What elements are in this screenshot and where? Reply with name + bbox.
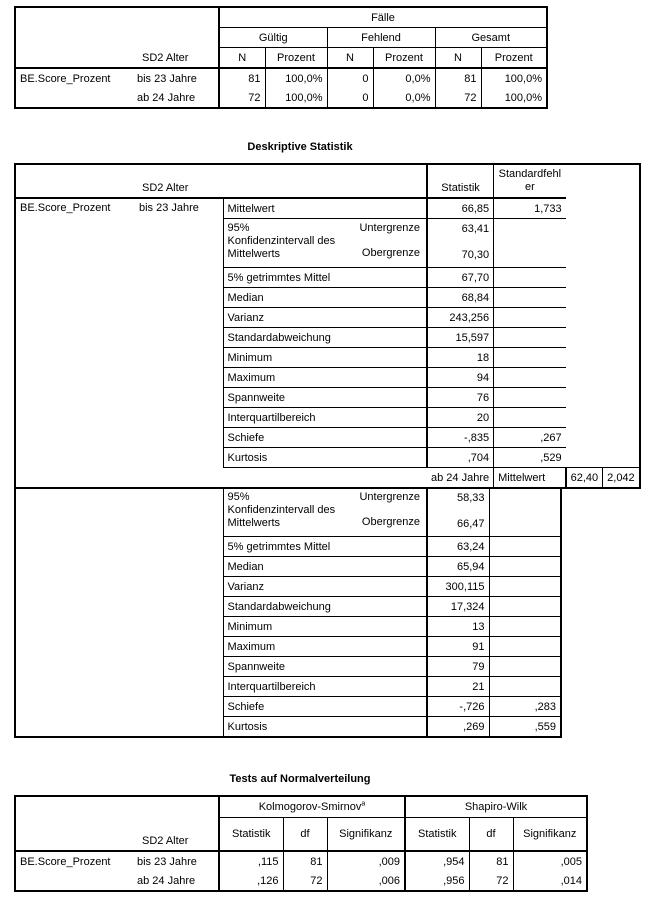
cell: 62,40	[566, 468, 603, 489]
col-standardfehler: Standardfehler	[494, 164, 566, 198]
ci-upper-label: Obergrenze	[361, 247, 420, 259]
cell: 79	[427, 657, 489, 677]
ks-footnote-marker: a	[361, 800, 366, 808]
cell: 58,33	[456, 492, 485, 504]
descriptives-corner	[15, 164, 427, 198]
group-header-fehlend: Fehlend	[327, 28, 435, 48]
cell-empty	[489, 557, 561, 577]
stat-label-median: Median	[223, 288, 427, 308]
stat-label-iqr: Interquartilbereich	[223, 677, 427, 697]
cell: 68,84	[427, 288, 494, 308]
var-label: BE.Score_Prozent	[15, 851, 133, 871]
col-n: N	[435, 48, 481, 69]
cell: 81	[469, 851, 513, 871]
ks-header	[219, 796, 405, 818]
cell: ,267	[494, 428, 566, 448]
table-row	[15, 68, 547, 88]
col-prozent: Prozent	[373, 48, 435, 69]
cell: -,726	[427, 697, 489, 717]
cell: ,009	[327, 851, 405, 871]
cell-empty	[489, 677, 561, 697]
cell-empty	[494, 408, 566, 428]
cell: 0	[327, 88, 373, 108]
cell: 81	[435, 68, 481, 88]
col-signifikanz: Signifikanz	[327, 818, 405, 852]
ci-values	[427, 219, 494, 268]
normality-title: Tests auf Normalverteilung	[229, 773, 371, 785]
stat-label-iqr: Interquartilbereich	[223, 408, 427, 428]
var-label-empty	[15, 871, 133, 891]
normality-table	[14, 795, 588, 892]
cell: ,005	[513, 851, 587, 871]
stat-label-variance: Varianz	[223, 577, 427, 597]
cell: ,529	[494, 448, 566, 468]
ci-upper-label: Obergrenze	[361, 516, 420, 528]
cell-empty	[494, 328, 566, 348]
sd2-label: SD2 Alter	[142, 52, 189, 64]
cell: ,559	[489, 717, 561, 738]
cell: ,956	[405, 871, 469, 891]
descriptives-table	[14, 163, 641, 489]
cell: 66,85	[427, 198, 494, 219]
row-group: bis 23 Jahre	[133, 68, 219, 88]
cell-empty	[494, 348, 566, 368]
stat-label-mean: Mittelwert	[494, 468, 566, 489]
cell-empty	[489, 657, 561, 677]
ci-lower-label: Untergrenze	[359, 222, 420, 234]
cell: 81	[219, 68, 265, 88]
cell-empty	[494, 368, 566, 388]
stat-label-skew: Schiefe	[223, 428, 427, 448]
sd2-label: SD2 Alter	[142, 835, 189, 847]
normality-corner	[15, 796, 219, 851]
cell: ,006	[327, 871, 405, 891]
cell: 100,0%	[481, 68, 547, 88]
stat-label-median: Median	[223, 557, 427, 577]
cell: 100,0%	[481, 88, 547, 108]
cell-empty	[494, 388, 566, 408]
cell-empty	[494, 308, 566, 328]
ci-label: 95% Konfidenzintervall des Mittelwerts	[227, 222, 336, 260]
cell: 21	[427, 677, 489, 697]
descriptives-table-group2	[14, 487, 562, 738]
table-row	[15, 851, 587, 871]
faelle-header: Fälle	[219, 7, 547, 28]
cell: 72	[219, 88, 265, 108]
ks-label: Kolmogorov-Smirnov	[258, 801, 362, 813]
var-label: BE.Score_Prozent	[15, 68, 133, 88]
stat-label-mean: Mittelwert	[223, 198, 427, 219]
ci-values	[427, 488, 489, 537]
case-summary-corner	[15, 7, 219, 68]
cell: 63,41	[461, 223, 490, 235]
stat-label-variance: Varianz	[223, 308, 427, 328]
cell: 0,0%	[373, 68, 435, 88]
cell: ,954	[405, 851, 469, 871]
case-summary-table	[14, 6, 548, 109]
cell: 243,256	[427, 308, 494, 328]
sd2-label: SD2 Alter	[142, 182, 189, 194]
cell: 15,597	[427, 328, 494, 348]
stat-label-trimmed: 5% getrimmtes Mittel	[223, 268, 427, 288]
col-n: N	[327, 48, 373, 69]
col-df: df	[283, 818, 327, 852]
cell: 100,0%	[265, 88, 327, 108]
cell-empty	[494, 219, 566, 268]
row-group: ab 24 Jahre	[137, 874, 196, 887]
cell: ,283	[489, 697, 561, 717]
cell: 72	[435, 88, 481, 108]
stat-label-sd: Standardabweichung	[223, 328, 427, 348]
ci-label: 95% Konfidenzintervall des Mittelwerts	[227, 491, 336, 529]
col-statistik: Statistik	[219, 818, 283, 852]
cell: 65,94	[427, 557, 489, 577]
var-label-empty	[223, 468, 427, 489]
ci-cell	[223, 219, 427, 268]
cell: 81	[283, 851, 327, 871]
cell-empty	[494, 268, 566, 288]
cell: ,126	[219, 871, 283, 891]
cell: 63,24	[427, 537, 489, 557]
table-row	[15, 88, 547, 108]
var-label: BE.Score_Prozent	[15, 198, 135, 488]
col-prozent: Prozent	[481, 48, 547, 69]
cell: 72	[283, 871, 327, 891]
cell: 13	[427, 617, 489, 637]
cell: 94	[427, 368, 494, 388]
col-prozent: Prozent	[265, 48, 327, 69]
col-signifikanz: Signifikanz	[513, 818, 587, 852]
cell: ,014	[513, 871, 587, 891]
cell: -,835	[427, 428, 494, 448]
cell: 18	[427, 348, 494, 368]
cell: 20	[427, 408, 494, 428]
group-label: ab 24 Jahre	[427, 468, 494, 489]
stat-label-max: Maximum	[223, 637, 427, 657]
stat-label-sd: Standardabweichung	[223, 597, 427, 617]
cell: 66,47	[456, 518, 485, 530]
cell: 300,115	[427, 577, 489, 597]
cell: 17,324	[427, 597, 489, 617]
cell: 2,042	[603, 468, 640, 489]
cell: 1,733	[494, 198, 566, 219]
stat-label-kurt: Kurtosis	[223, 448, 427, 468]
stat-label-max: Maximum	[223, 368, 427, 388]
table-row	[15, 871, 587, 891]
cell-empty	[489, 488, 561, 537]
stat-label-kurt: Kurtosis	[223, 717, 427, 738]
group-label: bis 23 Jahre	[135, 198, 223, 488]
cell-empty	[489, 537, 561, 557]
stat-label-skew: Schiefe	[223, 697, 427, 717]
sw-header: Shapiro-Wilk	[405, 796, 587, 818]
col-statistik: Statistik	[427, 164, 494, 198]
col-df: df	[469, 818, 513, 852]
cell: ,704	[427, 448, 494, 468]
descriptives-title: Deskriptive Statistik	[247, 141, 353, 153]
col-statistik: Statistik	[405, 818, 469, 852]
col-n: N	[219, 48, 265, 69]
stat-label-min: Minimum	[223, 617, 427, 637]
group-cont-empty	[135, 488, 223, 738]
var-label-empty	[15, 488, 135, 738]
stat-label-range: Spannweite	[223, 657, 427, 677]
cell: ,269	[427, 717, 489, 738]
cell: 67,70	[427, 268, 494, 288]
cell: 91	[427, 637, 489, 657]
cell: 70,30	[461, 249, 490, 261]
cell: 0	[327, 68, 373, 88]
stat-label-trimmed: 5% getrimmtes Mittel	[223, 537, 427, 557]
ci-cell	[223, 488, 427, 537]
cell-empty	[489, 637, 561, 657]
group-header-gesamt: Gesamt	[435, 28, 547, 48]
cell: 0,0%	[373, 88, 435, 108]
stat-label-min: Minimum	[223, 348, 427, 368]
cell: 72	[469, 871, 513, 891]
cell-empty	[489, 597, 561, 617]
ci-lower-label: Untergrenze	[359, 491, 420, 503]
stat-label-range: Spannweite	[223, 388, 427, 408]
var-label-empty	[15, 88, 133, 108]
row-group: ab 24 Jahre	[137, 91, 196, 104]
group-header-gueltig: Gültig	[219, 28, 327, 48]
cell-empty	[489, 577, 561, 597]
cell: 76	[427, 388, 494, 408]
cell: 100,0%	[265, 68, 327, 88]
cell-empty	[489, 617, 561, 637]
cell: ,115	[219, 851, 283, 871]
row-group: bis 23 Jahre	[133, 851, 219, 871]
cell-empty	[494, 288, 566, 308]
